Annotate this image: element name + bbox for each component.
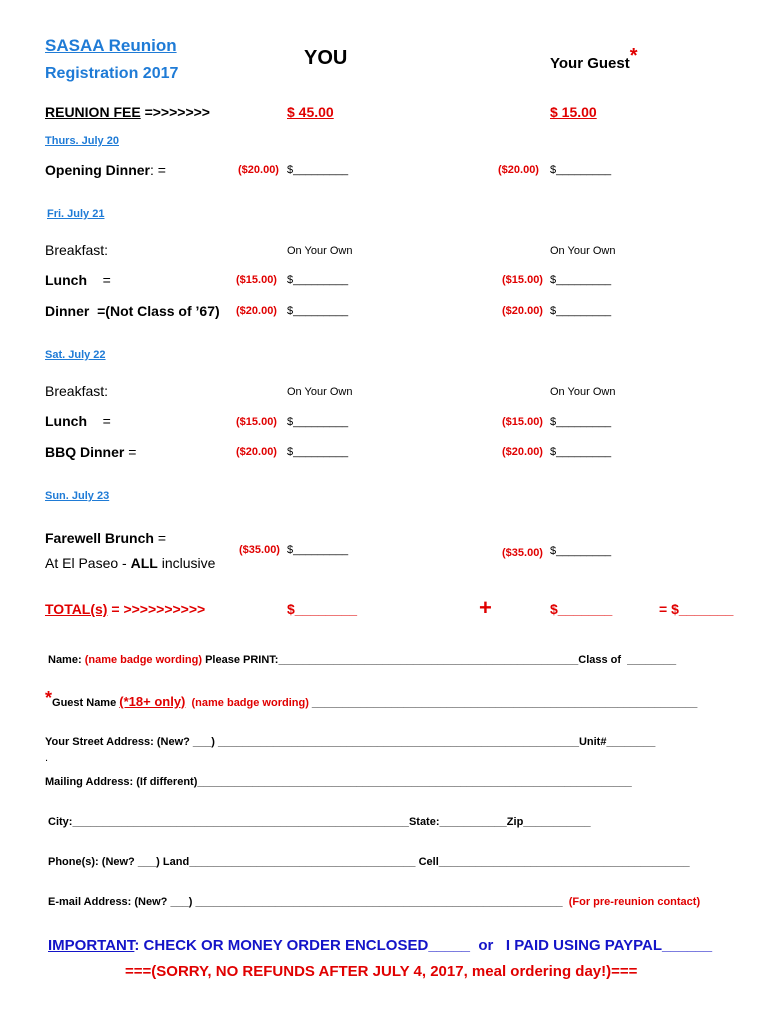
farewell-brunch-location: At El Paseo - ALL inclusive <box>45 555 216 571</box>
total-guest-blank[interactable]: $_______ <box>550 601 613 617</box>
fri-lunch-price-guest: ($15.00) <box>502 274 543 286</box>
opening-dinner-blank-you[interactable]: $_________ <box>287 164 349 176</box>
reunion-fee-you: $ 45.00 <box>287 104 334 120</box>
sat-lunch-price-you: ($15.00) <box>236 416 277 428</box>
fri-lunch-price-you: ($15.00) <box>236 274 277 286</box>
opening-dinner-blank-guest[interactable]: $_________ <box>550 164 612 176</box>
day-heading-thursday: Thurs. July 20 <box>45 135 119 147</box>
fri-lunch-blank-you[interactable]: $_________ <box>287 274 349 286</box>
sat-breakfast-guest: On Your Own <box>550 386 616 398</box>
reunion-fee-guest: $ 15.00 <box>550 104 597 120</box>
farewell-brunch-blank-guest[interactable]: $_________ <box>550 545 612 557</box>
fri-dinner-price-guest: ($20.00) <box>502 305 543 317</box>
day-heading-friday: Fri. July 21 <box>47 208 105 220</box>
farewell-brunch-price-you: ($35.00) <box>239 544 280 556</box>
sat-lunch-price-guest: ($15.00) <box>502 416 543 428</box>
farewell-brunch-blank-you[interactable]: $_________ <box>287 544 349 556</box>
fri-breakfast-you: On Your Own <box>287 245 353 257</box>
day-heading-saturday: Sat. July 22 <box>45 349 106 361</box>
city-state-zip-field[interactable]: City:_______________________________________________________State:___________Zip___________ <box>48 816 591 828</box>
bbq-dinner-price-you: ($20.00) <box>236 446 277 458</box>
sat-lunch-label: Lunch = <box>45 413 111 429</box>
plus-sign: + <box>479 595 492 620</box>
fri-dinner-blank-guest[interactable]: $_________ <box>550 305 612 317</box>
opening-dinner-price-guest: ($20.00) <box>498 164 539 176</box>
opening-dinner-label: Opening Dinner: = <box>45 162 166 178</box>
mailing-address-field[interactable]: Mailing Address: (If different)_______________________________________________________________________ <box>45 776 632 788</box>
total-you-blank[interactable]: $________ <box>287 601 358 617</box>
farewell-brunch-label: Farewell Brunch = <box>45 530 166 546</box>
bbq-dinner-price-guest: ($20.00) <box>502 446 543 458</box>
form-title-line2: Registration 2017 <box>45 65 179 82</box>
fri-breakfast-guest: On Your Own <box>550 245 616 257</box>
phone-field[interactable]: Phone(s): (New? ___) Land_____________________________________ Cell_________________________________________ <box>48 856 690 868</box>
day-heading-sunday: Sun. July 23 <box>45 490 110 502</box>
street-address-field[interactable]: Your Street Address: (New? ___) ___________________________________________________________Unit#________ <box>45 736 656 748</box>
stray-dot: . <box>45 752 49 764</box>
email-field[interactable]: E-mail Address: (New? ___) ____________________________________________________________ (For pre-reunion contact) <box>48 896 701 908</box>
sat-breakfast-you: On Your Own <box>287 386 353 398</box>
reunion-fee-label: REUNION FEE =>>>>>>> <box>45 104 210 120</box>
bbq-dinner-blank-you[interactable]: $_________ <box>287 446 349 458</box>
fri-dinner-label: Dinner =(Not Class of ’67) <box>45 303 220 319</box>
farewell-brunch-price-guest: ($35.00) <box>502 547 543 559</box>
fri-dinner-price-you: ($20.00) <box>236 305 277 317</box>
sat-lunch-blank-you[interactable]: $_________ <box>287 416 349 428</box>
no-refunds-notice: ===(SORRY, NO REFUNDS AFTER JULY 4, 2017, meal ordering day!)=== <box>125 963 638 980</box>
opening-dinner-price-you: ($20.00) <box>238 164 279 176</box>
fri-lunch-label: Lunch = <box>45 272 111 288</box>
total-label: TOTAL(s) = >>>>>>>>>> <box>45 601 206 617</box>
guest-column-header: Your Guest* <box>550 45 638 72</box>
bbq-dinner-label: BBQ Dinner = <box>45 444 137 460</box>
guest-name-field[interactable]: *Guest Name (*18+ only) (name badge wording) _______________________________________________________________ <box>45 688 698 709</box>
sat-lunch-blank-guest[interactable]: $_________ <box>550 416 612 428</box>
sat-breakfast-label: Breakfast: <box>45 383 109 399</box>
fri-breakfast-label: Breakfast: <box>45 242 109 258</box>
guest-asterisk: * <box>629 45 638 67</box>
bbq-dinner-blank-guest[interactable]: $_________ <box>550 446 612 458</box>
total-sum-blank[interactable]: = $_______ <box>659 601 734 617</box>
fri-dinner-blank-you[interactable]: $_________ <box>287 305 349 317</box>
you-column-header: YOU <box>304 47 348 69</box>
name-field[interactable]: Name: (name badge wording) Please PRINT:_________________________________________________Class of ________ <box>48 654 677 666</box>
payment-method-line: IMPORTANT: CHECK OR MONEY ORDER ENCLOSED_____ or I PAID USING PAYPAL______ <box>48 937 713 954</box>
fri-lunch-blank-guest[interactable]: $_________ <box>550 274 612 286</box>
form-title-line1: SASAA Reunion <box>45 36 177 55</box>
